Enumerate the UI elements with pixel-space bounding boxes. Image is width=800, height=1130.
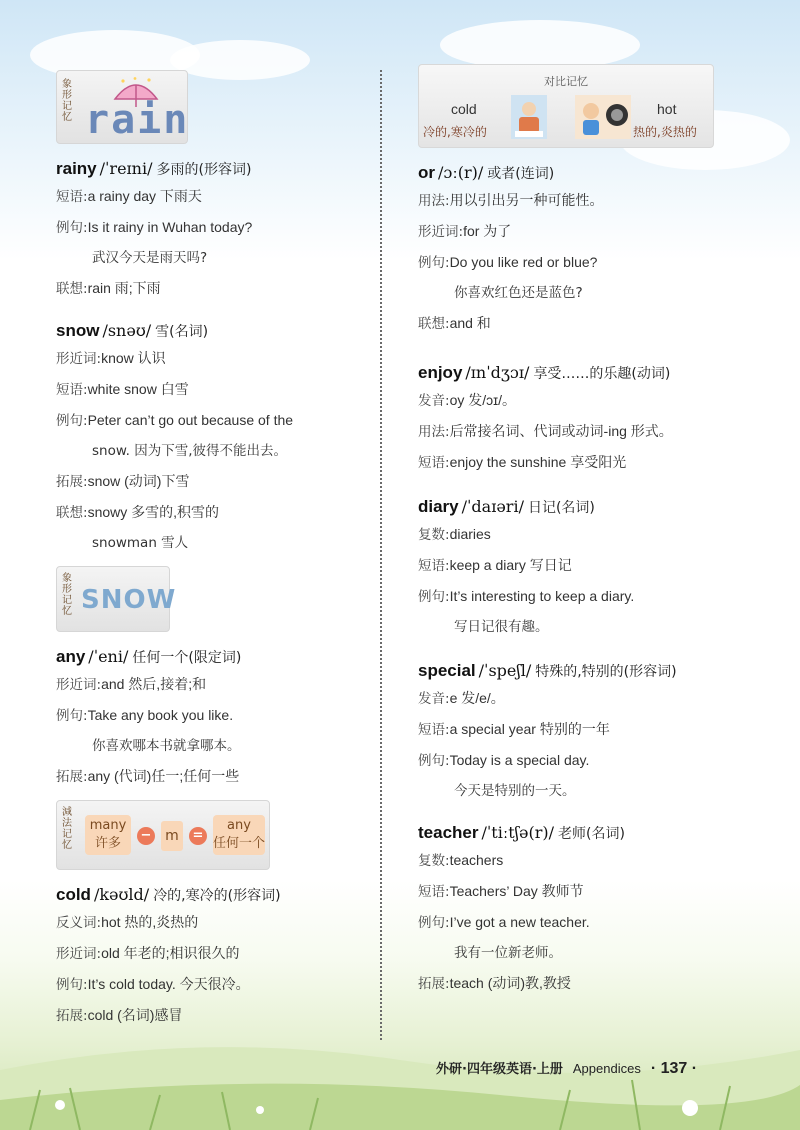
example-line — [418, 907, 738, 938]
cold-person-icon — [511, 95, 547, 139]
text: teachers — [449, 852, 504, 868]
meaning: 多雨的(形容词) — [156, 162, 252, 178]
headword — [56, 646, 376, 669]
meaning: 或者(连词) — [487, 166, 555, 182]
similar-line — [56, 343, 376, 374]
label: 复数: — [418, 853, 450, 869]
meaning: 任何一个(限定词) — [132, 650, 242, 666]
text: keep a diary 写日记 — [449, 557, 572, 573]
ipa: /ɔː(r)/ — [438, 163, 484, 182]
meaning: 雪(名词) — [155, 324, 209, 340]
meaning: 日记(名词) — [527, 500, 595, 516]
subtraction-memory-card — [56, 800, 270, 870]
example-translation: 武汉今天是雨天吗? — [92, 250, 208, 266]
similar-line — [56, 938, 376, 969]
text: Today is a special day. — [449, 752, 590, 768]
label: 短语: — [56, 382, 88, 398]
label: 例句: — [418, 915, 450, 931]
word-zh: 任何一个 — [213, 836, 266, 851]
example-translation: 写日记很有趣。 — [454, 619, 549, 635]
snow-pictograph-card — [56, 566, 177, 632]
card-title: 对比记忆 — [544, 75, 588, 88]
text: enjoy the sunshine 享受阳光 — [449, 454, 627, 470]
label: 拓展: — [56, 769, 88, 785]
compare-meaning-right: 热的,炎热的 — [633, 125, 697, 139]
label: 发音: — [418, 393, 450, 409]
entry-or — [418, 162, 738, 339]
word-box-many — [85, 815, 131, 855]
phrase-line — [418, 876, 738, 907]
phrase-line — [418, 447, 738, 478]
extension-line — [56, 761, 376, 792]
label: 形近词: — [418, 224, 464, 240]
example-translation: 你喜欢红色还是蓝色? — [454, 285, 583, 301]
text: Peter can’t go out because of the — [87, 412, 294, 428]
label: 发音: — [418, 691, 450, 707]
association-line — [418, 308, 738, 339]
entry-snow — [56, 320, 376, 558]
label: 拓展: — [418, 976, 450, 992]
meaning: 享受……的乐趣(动词) — [533, 366, 671, 382]
word-en: many — [89, 818, 127, 833]
example-line — [56, 212, 376, 243]
label: 用法: — [418, 424, 450, 440]
ipa: /ˈreɪni/ — [99, 159, 153, 178]
label: 短语: — [56, 189, 88, 205]
text: oy 发/ɔɪ/。 — [449, 392, 517, 408]
text: I’ve got a new teacher. — [449, 914, 590, 930]
ipa: /ˈdaɪəri/ — [461, 497, 524, 516]
word: snow — [56, 321, 100, 340]
label: 例句: — [418, 589, 450, 605]
text: a special year 特别的一年 — [449, 721, 610, 737]
label: 例句: — [56, 977, 88, 993]
text: white snow 白雪 — [87, 381, 189, 397]
plural-line — [418, 519, 738, 550]
text: any (代词)任一;任何一些 — [87, 768, 240, 784]
association-continued: snowman 雪人 — [92, 535, 189, 551]
cloud — [170, 40, 310, 80]
ipa: /ɪnˈdʒɔɪ/ — [465, 363, 530, 382]
text: teach (动词)教,教授 — [449, 975, 571, 991]
example-translation: 我有一位新老师。 — [454, 945, 562, 961]
meaning: 冷的,寒冷的(形容词) — [153, 888, 281, 904]
phrase-line — [418, 714, 738, 745]
rain-pictograph-card — [56, 70, 188, 144]
ipa: /snəʊ/ — [102, 321, 152, 340]
column-divider — [380, 70, 382, 1040]
label: 用法: — [418, 193, 450, 209]
ipa: /ˈtiːtʃə(r)/ — [481, 823, 554, 842]
label: 短语: — [418, 558, 450, 574]
example-line — [56, 969, 376, 1000]
example-line — [418, 247, 738, 278]
section-name: Appendices — [572, 1061, 641, 1076]
text: It’s cold today. 今天很冷。 — [87, 976, 250, 992]
compare-word-right: hot — [657, 101, 677, 117]
extension-line — [56, 466, 376, 497]
comparison-memory-card — [418, 64, 714, 148]
label: 联想: — [56, 281, 88, 297]
word: teacher — [418, 823, 479, 842]
hot-person-icon — [575, 95, 631, 139]
text: hot 热的,炎热的 — [101, 914, 199, 930]
compare-meaning-left: 冷的,寒冷的 — [423, 125, 487, 139]
headword — [418, 660, 738, 683]
book-title: 外研·四年级英语·上册 — [436, 1062, 563, 1077]
equals-icon: = — [189, 827, 207, 845]
label: 例句: — [418, 255, 450, 271]
headword — [418, 496, 738, 519]
example-translation: 你喜欢哪本书就拿哪本。 — [92, 738, 241, 754]
label: 例句: — [56, 708, 88, 724]
label: 联想: — [418, 316, 450, 332]
label: 联想: — [56, 505, 88, 521]
page-number: · 137 · — [650, 1060, 698, 1077]
meaning: 老师(名词) — [557, 826, 625, 842]
word: diary — [418, 497, 459, 516]
meaning: 特殊的,特别的(形容词) — [535, 664, 677, 680]
text: Is it rainy in Wuhan today? — [87, 219, 253, 235]
headword — [56, 158, 376, 181]
example-line — [418, 581, 738, 612]
text: 后常接名词、代词或动词-ing 形式。 — [449, 423, 673, 439]
rain-art: rain — [85, 97, 190, 143]
example-line — [56, 700, 376, 731]
label: 形近词: — [56, 351, 102, 367]
entry-rainy — [56, 158, 376, 304]
word-zh: 许多 — [94, 836, 121, 851]
text: rain 雨;下雨 — [87, 280, 161, 296]
ipa: /kəʊld/ — [93, 885, 150, 904]
pronunciation-line — [418, 683, 738, 714]
headword — [56, 884, 376, 907]
text: old 年老的;相识很久的 — [101, 945, 240, 961]
label: 例句: — [418, 753, 450, 769]
entry-teacher — [418, 822, 738, 999]
headword — [56, 320, 376, 343]
card-label: 減法记忆 — [62, 807, 72, 851]
text: 用以引出另一种可能性。 — [449, 192, 604, 208]
card-label: 象形记忆 — [62, 573, 72, 617]
similar-line — [56, 669, 376, 700]
label: 复数: — [418, 527, 450, 543]
plural-line — [418, 845, 738, 876]
text: cold (名词)感冒 — [87, 1007, 183, 1023]
card-label: 象形记忆 — [62, 79, 72, 123]
word: rainy — [56, 159, 97, 178]
label: 形近词: — [56, 946, 102, 962]
entry-special — [418, 660, 738, 806]
usage-line — [418, 185, 738, 216]
similar-line — [418, 216, 738, 247]
pronunciation-line — [418, 385, 738, 416]
page-footer — [436, 1058, 697, 1078]
compare-word-left: cold — [451, 101, 477, 117]
label: 短语: — [418, 884, 450, 900]
text: Take any book you like. — [87, 707, 234, 723]
word-en: any — [227, 818, 251, 833]
text: and 然后,接着;和 — [101, 676, 207, 692]
letter-box-m: m — [161, 821, 183, 851]
word: or — [418, 163, 435, 182]
entry-any — [56, 646, 376, 792]
entry-diary — [418, 496, 738, 642]
label: 形近词: — [56, 677, 102, 693]
text: Teachers’ Day 教师节 — [449, 883, 584, 899]
example-translation: 今天是特别的一天。 — [454, 783, 576, 799]
headword — [418, 162, 738, 185]
ipa: /ˈspeʃl/ — [478, 661, 532, 680]
example-continued: snow. 因为下雪,彼得不能出去。 — [92, 443, 288, 459]
phrase-line — [56, 374, 376, 405]
label: 短语: — [418, 455, 450, 471]
word-box-any — [213, 815, 265, 855]
phrase-line — [418, 550, 738, 581]
label: 短语: — [418, 722, 450, 738]
text: a rainy day 下雨天 — [87, 188, 202, 204]
extension-line — [418, 968, 738, 999]
extension-line — [56, 1000, 376, 1031]
word: any — [56, 647, 86, 666]
text: It’s interesting to keep a diary. — [449, 588, 635, 604]
example-line — [56, 405, 376, 436]
association-line — [56, 273, 376, 304]
word: special — [418, 661, 476, 680]
usage-line — [418, 416, 738, 447]
headword — [418, 362, 738, 385]
label: 拓展: — [56, 1008, 88, 1024]
cloud — [440, 20, 640, 70]
text: for 为了 — [463, 223, 512, 239]
ipa: /ˈeni/ — [88, 647, 129, 666]
association-line — [56, 497, 376, 528]
text: e 发/e/。 — [449, 690, 505, 706]
text: snowy 多雪的,积雪的 — [87, 504, 220, 520]
text: snow (动词)下雪 — [87, 473, 190, 489]
word: enjoy — [418, 363, 463, 382]
word: cold — [56, 885, 91, 904]
label: 反义词: — [56, 915, 102, 931]
snow-art: SNOW — [81, 585, 177, 615]
example-line — [418, 745, 738, 776]
entry-cold — [56, 884, 376, 1031]
text: Do you like red or blue? — [449, 254, 598, 270]
label: 拓展: — [56, 474, 88, 490]
phrase-line — [56, 181, 376, 212]
minus-icon: − — [137, 827, 155, 845]
text: diaries — [449, 526, 491, 542]
label: 例句: — [56, 220, 88, 236]
antonym-line — [56, 907, 376, 938]
entry-enjoy — [418, 362, 738, 478]
text: know 认识 — [101, 350, 166, 366]
label: 例句: — [56, 413, 88, 429]
headword — [418, 822, 738, 845]
text: and 和 — [449, 315, 491, 331]
